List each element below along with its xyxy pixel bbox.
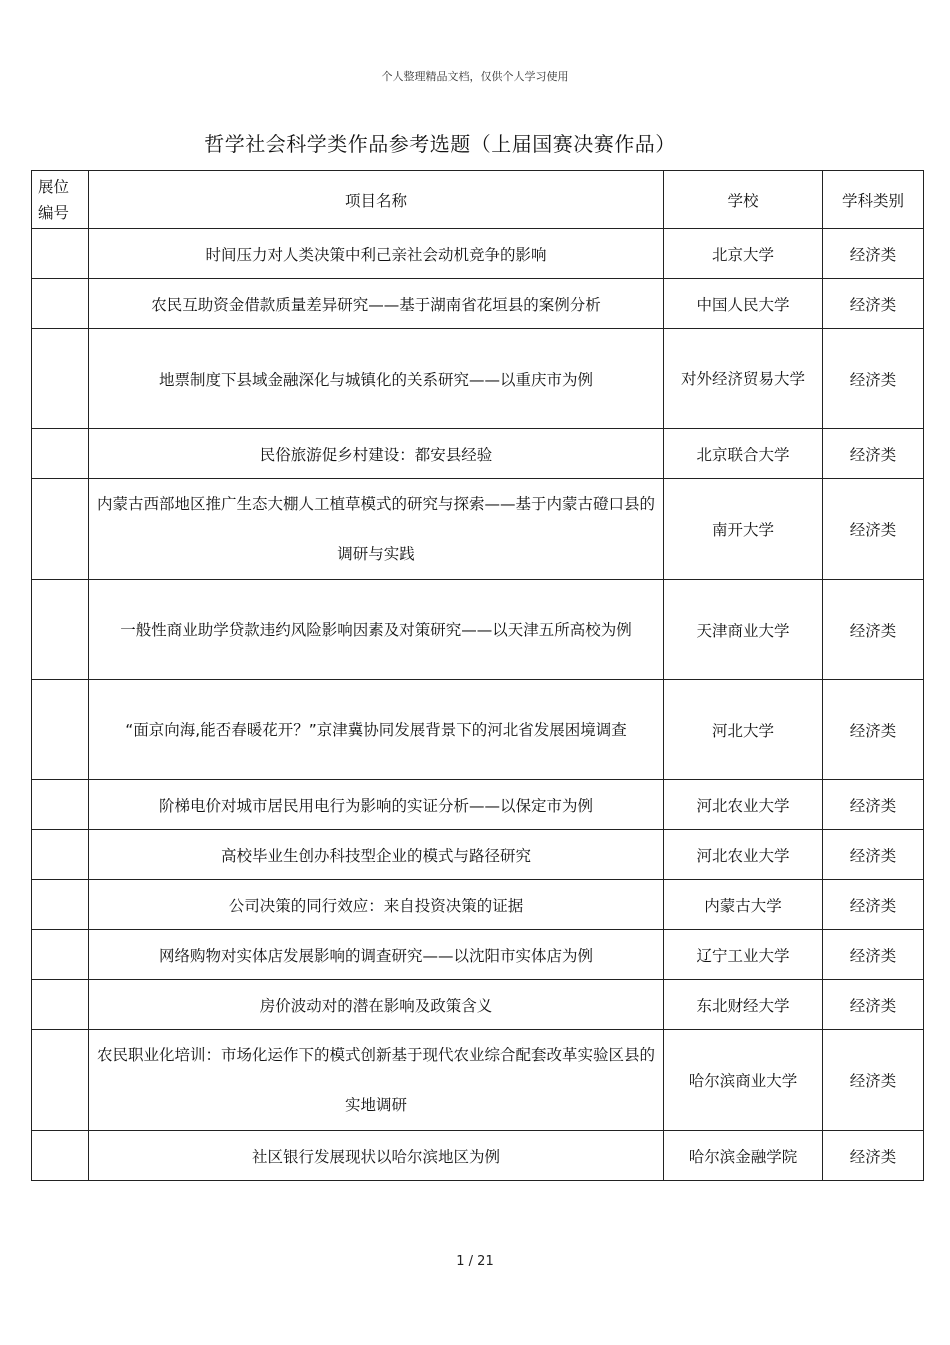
cell-project: 社区银行发展现状以哈尔滨地区为例 <box>89 1131 664 1181</box>
cell-school: 河北农业大学 <box>664 830 823 880</box>
table-row <box>32 980 924 1030</box>
cell-school: 河北农业大学 <box>664 780 823 830</box>
cell-position <box>32 279 89 329</box>
table-row <box>32 329 924 429</box>
cell-position <box>32 479 89 580</box>
cell-position <box>32 880 89 930</box>
cell-project: “面京向海,能否春暖花开？”京津冀协同发展背景下的河北省发展困境调查 <box>89 680 664 780</box>
cell-position <box>32 429 89 479</box>
table-row <box>32 580 924 680</box>
cell-position <box>32 830 89 880</box>
cell-school: 内蒙古大学 <box>664 880 823 930</box>
cell-position <box>32 780 89 830</box>
cell-project: 公司决策的同行效应：来自投资决策的证据 <box>89 880 664 930</box>
cell-category: 经济类 <box>823 980 924 1030</box>
cell-school: 河北大学 <box>664 680 823 780</box>
cell-category: 经济类 <box>823 930 924 980</box>
cell-school: 中国人民大学 <box>664 279 823 329</box>
cell-project: 农民职业化培训：市场化运作下的模式创新基于现代农业综合配套改革实验区县的实地调研 <box>89 1030 664 1131</box>
cell-school: 北京联合大学 <box>664 429 823 479</box>
cell-category: 经济类 <box>823 1030 924 1131</box>
cell-project: 房价波动对的潜在影响及政策含义 <box>89 980 664 1030</box>
header-note: 个人整理精品文档，仅供个人学习使用 <box>381 70 569 83</box>
cell-school: 哈尔滨金融学院 <box>664 1131 823 1181</box>
table-row <box>32 1030 924 1131</box>
cell-project: 内蒙古西部地区推广生态大棚人工植草模式的研究与探索——基于内蒙古磴口县的调研与实践 <box>89 479 664 580</box>
cell-school: 天津商业大学 <box>664 580 823 680</box>
cell-position <box>32 229 89 279</box>
cell-category: 经济类 <box>823 429 924 479</box>
cell-category: 经济类 <box>823 229 924 279</box>
cell-school: 南开大学 <box>664 479 823 580</box>
document-title: 哲学社会科学类作品参考选题（上届国赛决赛作品） <box>204 132 676 156</box>
cell-position <box>32 930 89 980</box>
cell-position <box>32 680 89 780</box>
cell-project: 时间压力对人类决策中利己亲社会动机竞争的影响 <box>89 229 664 279</box>
header-category: 学科类别 <box>823 171 924 229</box>
table-row <box>32 279 924 329</box>
cell-position <box>32 1131 89 1181</box>
cell-category: 经济类 <box>823 880 924 930</box>
cell-project: 农民互助资金借款质量差异研究——基于湖南省花垣县的案例分析 <box>89 279 664 329</box>
header-position: 展位编号 <box>32 171 89 229</box>
cell-school: 东北财经大学 <box>664 980 823 1030</box>
cell-position <box>32 580 89 680</box>
table-row <box>32 680 924 780</box>
cell-school: 辽宁工业大学 <box>664 930 823 980</box>
cell-category: 经济类 <box>823 780 924 830</box>
cell-category: 经济类 <box>823 479 924 580</box>
cell-position <box>32 1030 89 1131</box>
table-row <box>32 830 924 880</box>
cell-project: 高校毕业生创办科技型企业的模式与路径研究 <box>89 830 664 880</box>
cell-position <box>32 329 89 429</box>
cell-school: 对外经济贸易大学 <box>664 329 823 429</box>
cell-category: 经济类 <box>823 1131 924 1181</box>
page-number: 1 / 21 <box>456 1254 494 1269</box>
cell-school: 北京大学 <box>664 229 823 279</box>
cell-category: 经济类 <box>823 279 924 329</box>
cell-category: 经济类 <box>823 580 924 680</box>
cell-category: 经济类 <box>823 680 924 780</box>
table-row <box>32 880 924 930</box>
works-table <box>31 170 924 1181</box>
table-row <box>32 780 924 830</box>
header-school: 学校 <box>664 171 823 229</box>
cell-position <box>32 980 89 1030</box>
table-row <box>32 1131 924 1181</box>
table-header-row <box>32 171 924 229</box>
cell-project: 网络购物对实体店发展影响的调查研究——以沈阳市实体店为例 <box>89 930 664 980</box>
cell-project: 阶梯电价对城市居民用电行为影响的实证分析——以保定市为例 <box>89 780 664 830</box>
table-row <box>32 479 924 580</box>
cell-project: 地票制度下县域金融深化与城镇化的关系研究——以重庆市为例 <box>89 329 664 429</box>
cell-project: 一般性商业助学贷款违约风险影响因素及对策研究——以天津五所高校为例 <box>89 580 664 680</box>
header-project: 项目名称 <box>89 171 664 229</box>
table-row <box>32 229 924 279</box>
cell-category: 经济类 <box>823 830 924 880</box>
cell-category: 经济类 <box>823 329 924 429</box>
cell-project: 民俗旅游促乡村建设：都安县经验 <box>89 429 664 479</box>
table-row <box>32 429 924 479</box>
table-row <box>32 930 924 980</box>
cell-school: 哈尔滨商业大学 <box>664 1030 823 1131</box>
